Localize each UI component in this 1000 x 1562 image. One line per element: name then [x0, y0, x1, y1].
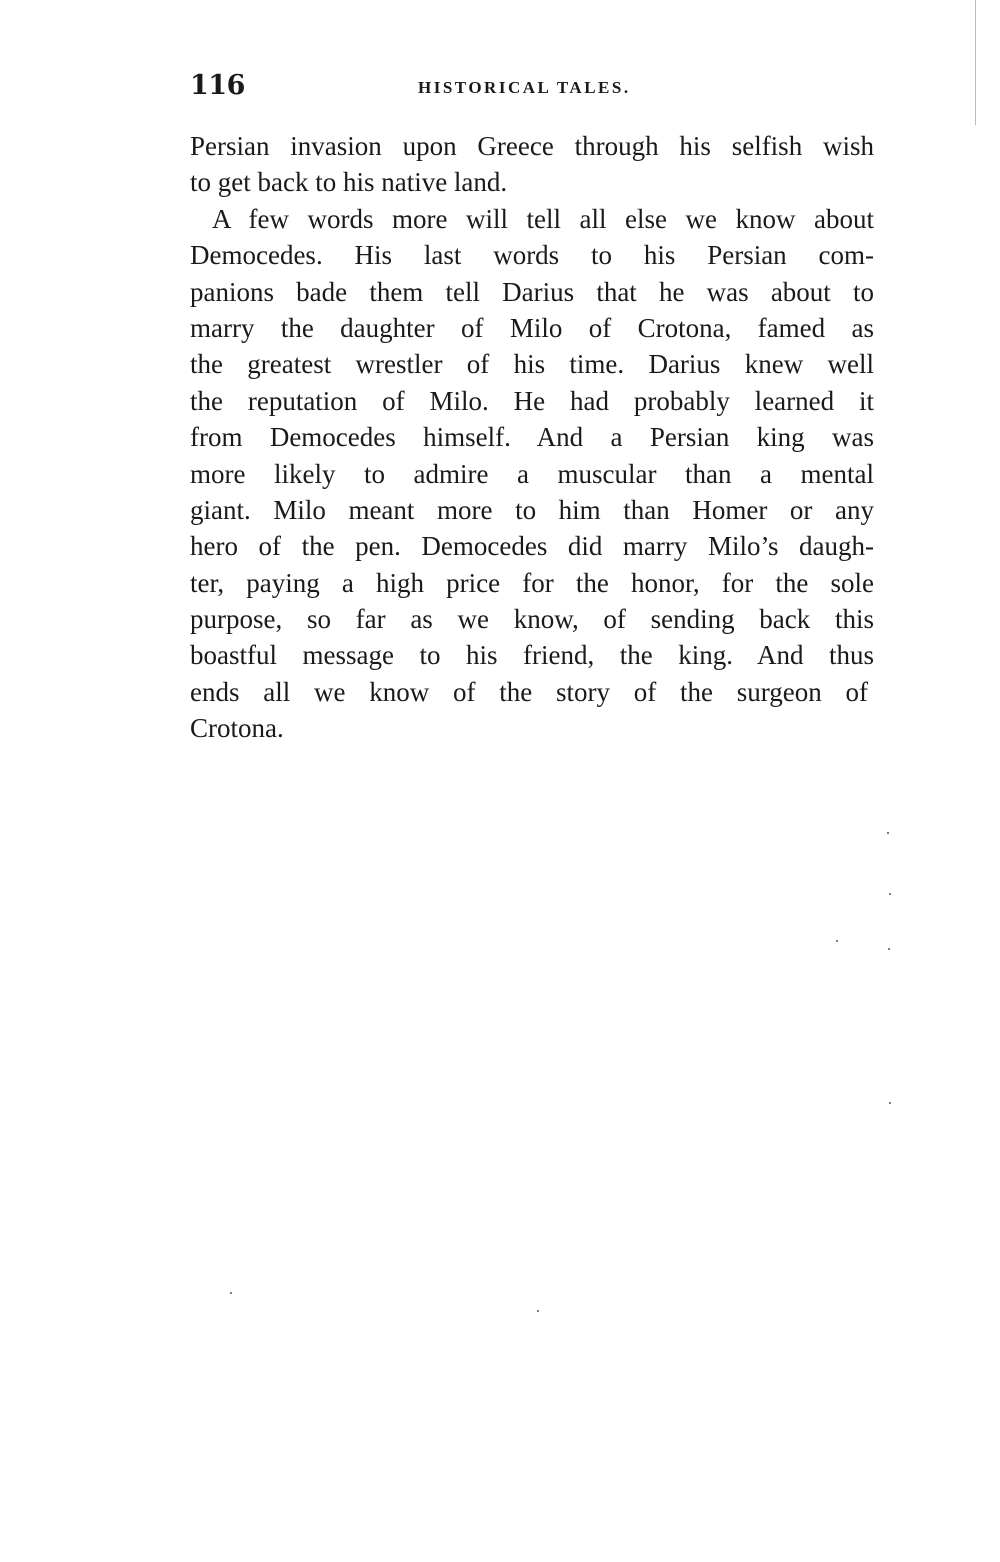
paper-speck: [230, 1292, 232, 1294]
page-edge-line: [975, 0, 976, 125]
text-line: to get back to his native land.: [190, 167, 508, 198]
text-line: Crotona.: [190, 713, 284, 744]
paper-speck: [888, 948, 890, 950]
text-line: the reputation of Milo. He had probably learned it: [190, 385, 874, 416]
paper-speck: [887, 832, 889, 834]
text-line: hero of the pen. Democedes did marry Milo’s daugh-: [190, 531, 874, 562]
text-line: giant. Milo meant more to him than Homer or any: [190, 494, 874, 525]
page-header: [190, 70, 880, 106]
text-line: ends all we know of the story of the surgeon of: [190, 676, 868, 707]
paper-speck: [889, 1102, 891, 1104]
running-head: HISTORICAL TALES.: [418, 78, 631, 97]
text-line: the greatest wrestler of his time. Darius knew well: [190, 349, 874, 380]
page-number: 116: [190, 70, 245, 101]
paper-speck: [889, 893, 891, 895]
text-line: Persian invasion upon Greece through his selfish wish: [190, 131, 874, 161]
text-line: purpose, so far as we know, of sending back this: [190, 604, 874, 635]
text-line: more likely to admire a muscular than a mental: [190, 458, 874, 489]
text-line: Democedes. His last words to his Persian com-: [190, 240, 874, 271]
paper-speck: [836, 940, 838, 942]
text-line: from Democedes himself. And a Persian king was: [190, 422, 874, 453]
body-text: [190, 128, 874, 747]
text-line: marry the daughter of Milo of Crotona, famed as: [190, 312, 874, 343]
text-line: boastful message to his friend, the king. And thus: [190, 640, 874, 671]
text-line: A few words more will tell all else we know about: [212, 203, 874, 234]
paper-speck: [537, 1310, 539, 1312]
text-line: ter, paying a high price for the honor, for the sole: [190, 567, 874, 598]
text-line: panions bade them tell Darius that he was about to: [190, 276, 874, 307]
